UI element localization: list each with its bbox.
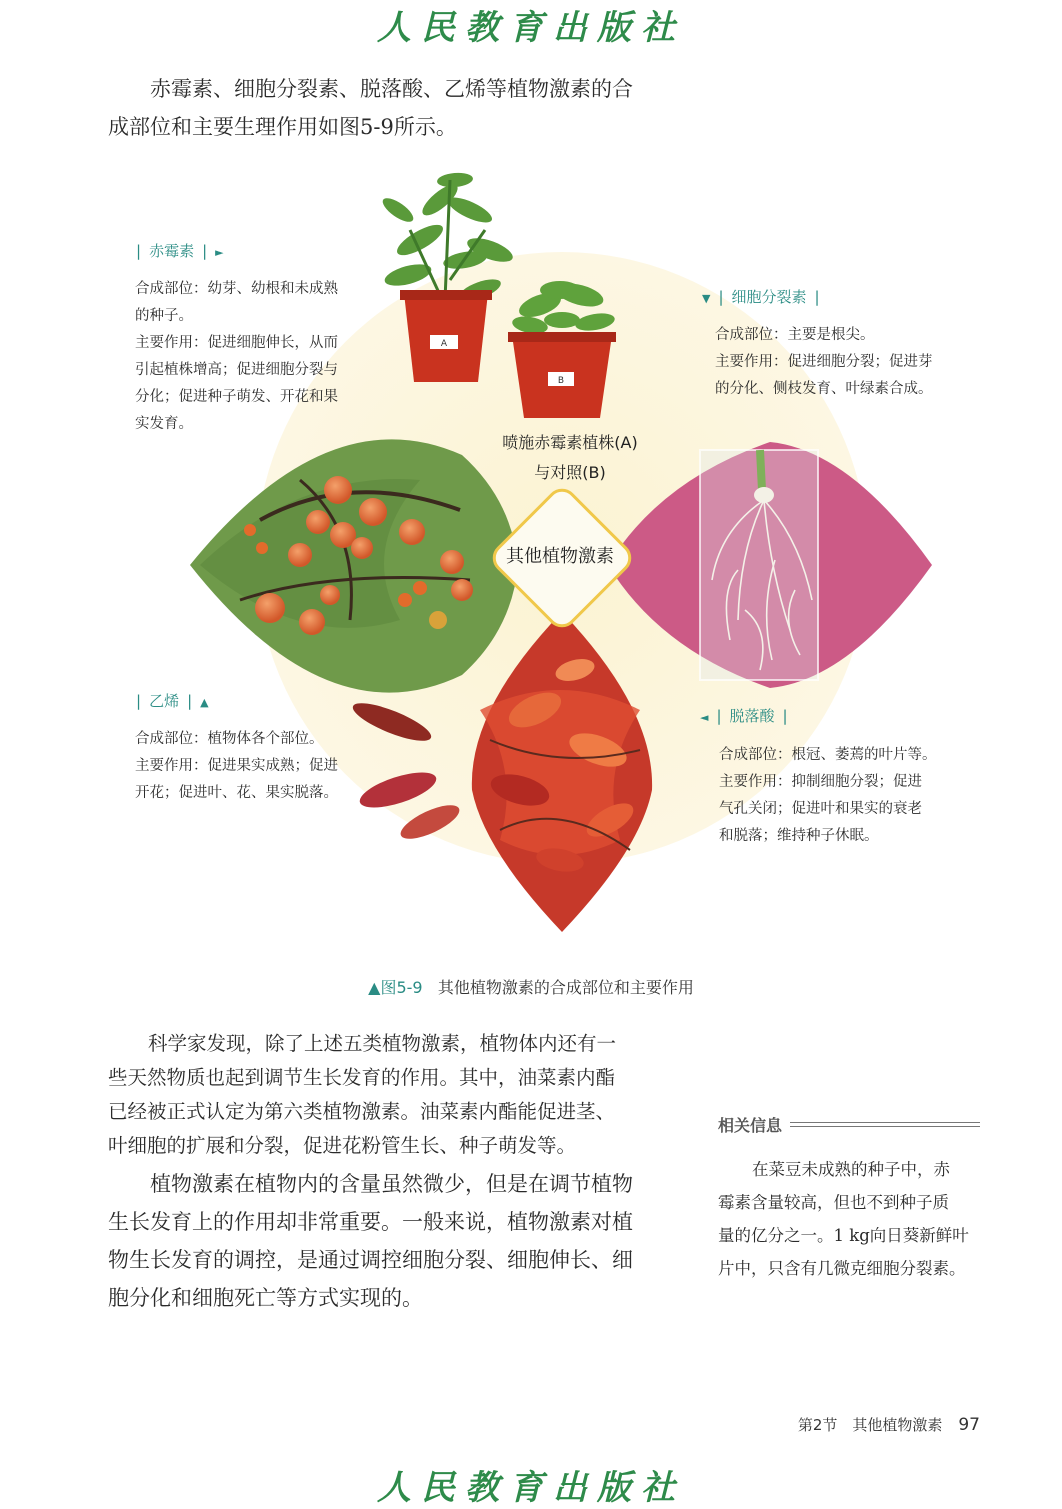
ethylene-name: 乙烯 bbox=[149, 692, 180, 710]
sidebar-line: 在菜豆未成熟的种子中，赤 bbox=[752, 1160, 950, 1179]
cytokinin-name: 细胞分裂素 bbox=[731, 288, 807, 306]
page-number: 97 bbox=[958, 1415, 980, 1435]
desc-line: 分化；促进种子萌发、开花和果 bbox=[135, 389, 338, 405]
body-line: 叶细胞的扩展和分裂，促进花粉管生长、种子萌发等。 bbox=[108, 1134, 577, 1157]
cytokinin-description bbox=[715, 322, 933, 403]
body-line: 些天然物质也起到调节生长发育的作用。其中，油菜素内酯 bbox=[108, 1066, 616, 1089]
intro-line: 成部位和主要生理作用如图5-9所示。 bbox=[108, 115, 457, 139]
pot-a-label: A bbox=[440, 339, 448, 349]
gibberellin-description bbox=[135, 276, 338, 438]
sidebar-line: 量的亿分之一。1 kg向日葵新鲜叶 bbox=[718, 1226, 969, 1245]
body-paragraph-2 bbox=[108, 1165, 633, 1317]
intro-paragraph bbox=[108, 70, 633, 146]
sidebar-line: 霉素含量较高，但也不到种子质 bbox=[718, 1193, 949, 1212]
cytokinin-heading: ▼ | 细胞分裂素 | bbox=[702, 288, 820, 306]
publisher-logo-bottom: 人民教育出版社 bbox=[377, 1468, 685, 1508]
persimmon-photo bbox=[190, 439, 518, 692]
sidebar-title-rule bbox=[790, 1122, 980, 1127]
body-line: 植物激素在植物内的含量虽然微少，但是在调节植物 bbox=[150, 1172, 633, 1196]
desc-line: 的种子。 bbox=[135, 308, 193, 324]
sidebar-line: 片中，只含有几微克细胞分裂素。 bbox=[718, 1259, 966, 1278]
desc-line: 引起植株增高；促进细胞分裂与 bbox=[135, 362, 338, 378]
desc-line: 开花；促进叶、花、果实脱落。 bbox=[135, 785, 338, 801]
desc-line: 主要作用：促进细胞分裂；促进芽 bbox=[715, 354, 933, 370]
section-title: 第2节 其他植物激素 bbox=[797, 1416, 943, 1434]
figure-caption-text: 其他植物激素的合成部位和主要作用 bbox=[437, 978, 694, 997]
caption-triangle-icon: ▲ bbox=[368, 978, 381, 997]
arrow-up-icon: ▲ bbox=[200, 696, 209, 709]
desc-line: 主要作用：促进细胞伸长，从而 bbox=[135, 335, 338, 351]
desc-line: 主要作用：促进果实成熟；促进 bbox=[135, 758, 338, 774]
ethylene-description bbox=[135, 726, 338, 807]
body-line: 物生长发育的调控，是通过调控细胞分裂、细胞伸长、细 bbox=[108, 1248, 633, 1272]
arrow-down-icon: ▼ bbox=[702, 292, 711, 305]
abscisic-acid-description bbox=[719, 742, 937, 850]
body-line: 已经被正式认定为第六类植物激素。油菜素内酯能促进茎、 bbox=[108, 1100, 616, 1123]
desc-line: 的分化、侧枝发育、叶绿素合成。 bbox=[715, 381, 933, 397]
arrow-left-icon: ◄ bbox=[700, 711, 709, 724]
center-label: 其他植物激素 bbox=[506, 546, 614, 567]
ethylene-heading: | 乙烯 | ▲ bbox=[136, 692, 209, 710]
body-line: 科学家发现，除了上述五类植物激素，植物体内还有一 bbox=[148, 1032, 617, 1055]
figure-caption bbox=[0, 975, 1062, 998]
publisher-logo-top: 人民教育出版社 bbox=[377, 8, 685, 48]
body-line: 生长发育上的作用却非常重要。一般来说，植物激素对植 bbox=[108, 1210, 633, 1234]
desc-line: 合成部位：主要是根尖。 bbox=[715, 327, 875, 343]
abscisic-acid-heading: ◄ | 脱落酸 | bbox=[700, 707, 788, 725]
desc-line: 合成部位：根冠、萎蔫的叶片等。 bbox=[719, 747, 937, 763]
body-line: 胞分化和细胞死亡等方式实现的。 bbox=[108, 1286, 423, 1310]
desc-line: 实发育。 bbox=[135, 416, 193, 432]
photo-caption-line: 喷施赤霉素植株(A) bbox=[502, 433, 638, 452]
photo-caption-line: 与对照(B) bbox=[534, 463, 606, 482]
gibberellin-name: 赤霉素 bbox=[149, 242, 195, 260]
body-paragraph-1 bbox=[108, 1027, 616, 1163]
gibberellin-heading: | 赤霉素 | ► bbox=[136, 242, 224, 260]
abscisic-acid-name: 脱落酸 bbox=[729, 707, 775, 725]
desc-line: 气孔关闭；促进叶和果实的衰老 bbox=[719, 801, 922, 817]
sidebar-text bbox=[718, 1153, 969, 1285]
potted-plants-caption bbox=[470, 428, 670, 488]
desc-line: 主要作用：抑制细胞分裂；促进 bbox=[719, 774, 922, 790]
arrow-right-icon: ► bbox=[215, 246, 224, 259]
desc-line: 合成部位：植物体各个部位。 bbox=[135, 731, 324, 747]
sidebar-title bbox=[718, 1113, 980, 1136]
page-footer bbox=[798, 1414, 980, 1435]
desc-line: 合成部位：幼芽、幼根和未成熟 bbox=[135, 281, 338, 297]
desc-line: 和脱落；维持种子休眠。 bbox=[719, 828, 879, 844]
sidebar-title-text: 相关信息 bbox=[718, 1116, 783, 1135]
figure-number: 图5-9 bbox=[380, 978, 423, 997]
intro-line: 赤霉素、细胞分裂素、脱落酸、乙烯等植物激素的合 bbox=[150, 77, 633, 101]
pot-b-label: B bbox=[557, 376, 565, 386]
